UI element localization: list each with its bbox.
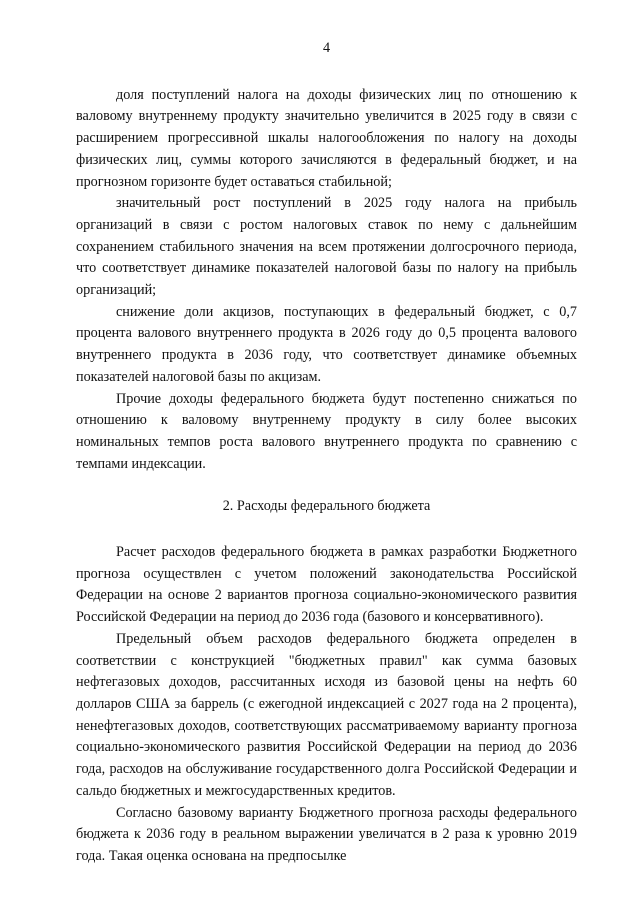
section-heading: 2. Расходы федерального бюджета (222, 498, 431, 515)
paragraph-other-revenues: Прочие доходы федерального бюджета будут постепенно снижаться по отношению к валовому внутреннему продукту в силу более высоких номинальных темпов роста валового внутреннего продукта по сравнению с темпами индексации. (76, 390, 577, 472)
paragraph-excise-share: снижение доли акцизов, поступающих в федеральный бюджет, с 0,7 процента валового внутреннего продукта в 2026 году до 0,5 процента валового внутреннего продукта в 2036 году, что соответствует динамике объемных показателей налоговой базы по акцизам. (76, 303, 577, 385)
paragraph-expenditure-calculation: Расчет расходов федерального бюджета в рамках разработки Бюджетного прогноза осуществлен с учетом положений законодательства Российской Федерации на основе 2 вариантов прогноза социально-экономического развития Российской Федерации на период до 2036 года (базового и консервативного). (76, 544, 577, 626)
paragraph-expenditure-limit: Предельный объем расходов федерального бюджета определен в соответствии с конструкцией "бюджетных правил" как сумма базовых нефтегазовых доходов, рассчитанных исходя из базовой цены на нефть 60 долларов США за баррель (с ежегодной индексацией с 2027 года на 2 процента), ненефтегазовых доходов, соответствующих рассматриваемому варианту прогноза социально-экономического развития Российской Федерации на период до 2036 года, расходов на обслуживание государственного долга Российской Федерации и сальдо бюджетных и межгосударственных кредитов. (76, 630, 577, 799)
paragraph-base-scenario: Согласно базовому варианту Бюджетного прогноза расходы федерального бюджета к 2036 году в реальном выражении увеличатся в 2 раза к уровню 2019 года. Такая оценка основана на предпосылке (76, 804, 577, 864)
paragraph-profit-tax: значительный рост поступлений в 2025 году налога на прибыль организаций в связи с ростом налоговых ставок по нему с дальнейшим сохранением стабильного значения на всем протяжении долгосрочного периода, что соответствует динамике показателей налоговой базы по налогу на прибыль организаций; (76, 195, 577, 299)
paragraph-pit-share: доля поступлений налога на доходы физических лиц по отношению к валовому внутреннему продукту значительно увеличится в 2025 году в связи с расширением прогрессивной шкалы налогообложения по налогу на доходы физических лиц, суммы которого зачисляются в федеральный бюджет, и на прогнозном горизонте будет оставаться стабильной; (76, 86, 577, 190)
page-number: 4 (322, 40, 331, 56)
